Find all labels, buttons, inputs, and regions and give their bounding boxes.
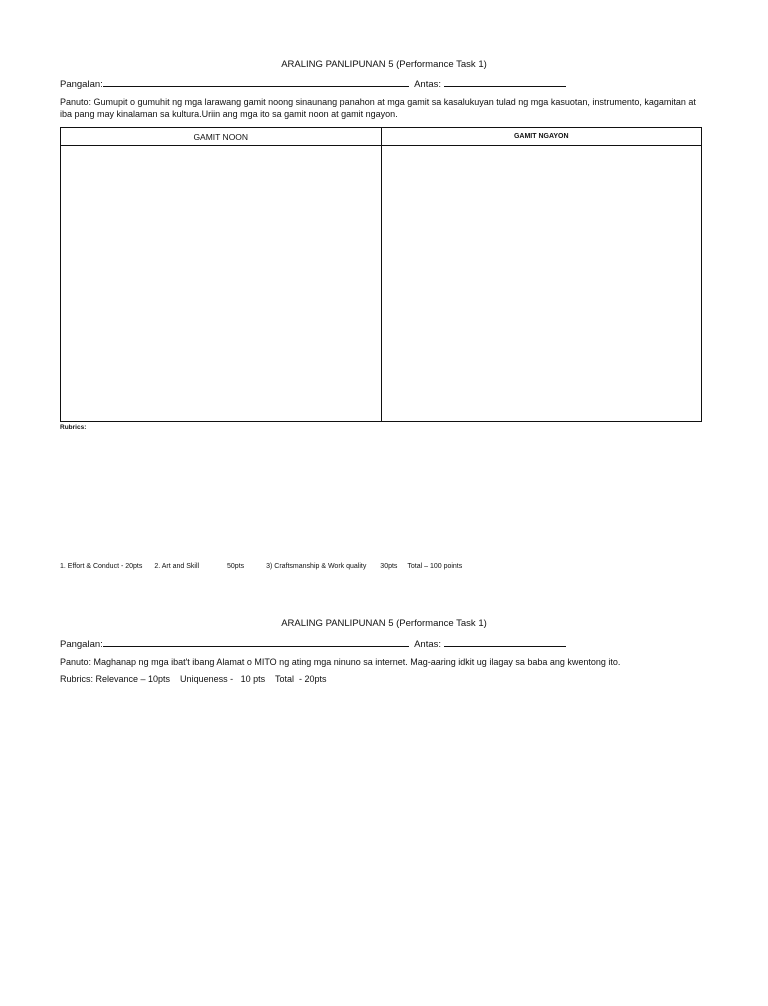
task2-rubrics: Rubrics: Relevance – 10pts Uniqueness - 10 pts Total - 20pts — [60, 674, 327, 684]
task1-scores — [60, 563, 462, 570]
task2-title: ARALING PANLIPUNAN 5 (Performance Task 1) — [281, 618, 487, 629]
score-total: Total – 100 points — [407, 563, 463, 570]
score-item-art-pts: 50pts — [227, 563, 245, 570]
task2-name-label: Pangalan: — [60, 639, 103, 650]
task1-name-line — [60, 77, 566, 90]
task1-instructions: Panuto: Gumupit o gumuhit ng mga larawang gamit noong sinaunang panahon at mga gamit sa kasalukuyan tulad ng mga kasuotan, instrumento, kagamitan at iba pang may kinalaman sa kultura.Uriin ang mga ito sa gamit noon at gamit ngayon. — [60, 97, 696, 119]
task2-instructions: Panuto: Maghanap ng mga ibat't ibang Alamat o MITO ng ating mga ninuno sa internet. Mag-aaring idkit ug ilagay sa baba ang kwentong ito. — [60, 657, 621, 667]
task2-name-blank — [103, 637, 409, 647]
task2-name-line — [60, 637, 566, 650]
task2-grade-blank — [444, 637, 566, 647]
col-header-gamit-noon: GAMIT NOON — [61, 128, 382, 146]
task1-grade-label: Antas: — [414, 79, 442, 90]
col-header-gamit-ngayon: GAMIT NGAYON — [381, 128, 702, 146]
gamit-ngayon-cell[interactable] — [381, 146, 702, 422]
task1-rubrics-label: Rubrics: — [60, 424, 87, 431]
gamit-noon-cell[interactable] — [61, 146, 382, 422]
task2-grade-label: Antas: — [414, 639, 442, 650]
task1-name-label: Pangalan: — [60, 79, 103, 90]
task1-table — [60, 127, 702, 422]
score-item-effort: 1. Effort & Conduct - 20pts — [60, 563, 143, 570]
score-item-art: 2. Art and Skill — [154, 563, 200, 570]
score-item-craft-pts: 30pts — [380, 563, 398, 570]
task1-grade-blank — [444, 77, 566, 87]
task1-title: ARALING PANLIPUNAN 5 (Performance Task 1) — [281, 59, 487, 70]
score-item-craft: 3) Craftsmanship & Work quality — [266, 563, 367, 570]
task1-name-blank — [103, 77, 409, 87]
